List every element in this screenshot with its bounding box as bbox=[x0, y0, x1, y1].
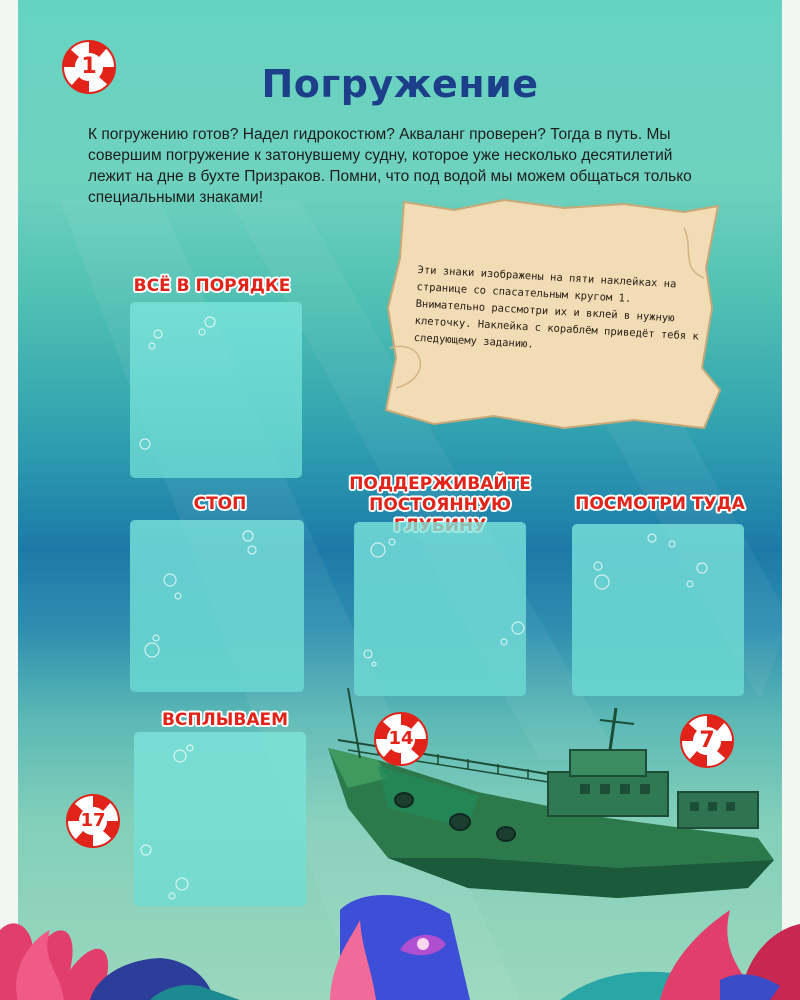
page-margin-left bbox=[0, 0, 18, 1000]
bubbles-decoration bbox=[572, 524, 744, 696]
lifebuoy-icon bbox=[58, 36, 120, 98]
label-stop: СТОП bbox=[193, 494, 247, 514]
bubbles-decoration bbox=[130, 520, 304, 692]
label-look-there: ПОСМОТРИ ТУДА bbox=[575, 494, 745, 514]
lifebuoy-number: 1 bbox=[81, 54, 97, 79]
label-surfacing: ВСПЛЫВАЕМ bbox=[161, 710, 289, 730]
lifebuoy-number: 17 bbox=[80, 810, 106, 831]
lifebuoy-number: 14 bbox=[388, 728, 414, 749]
bubbles-decoration bbox=[130, 302, 302, 478]
bubbles-decoration bbox=[354, 522, 526, 696]
page-title: Погружение bbox=[261, 62, 539, 106]
sticker-slot-all-ok[interactable] bbox=[130, 302, 302, 478]
coral-reef-illustration bbox=[0, 870, 800, 1000]
lifebuoy-number: 7 bbox=[699, 728, 715, 753]
label-keep-depth: ПОДДЕРЖИВАЙТЕ ПОСТОЯННУЮ bbox=[349, 474, 531, 515]
shell-pearl-icon bbox=[417, 938, 429, 950]
lifebuoy-icon bbox=[370, 708, 432, 770]
note-text: Эти знаки изображены на пяти наклейках на странице со спасательным кругом 1. Внимательно рассмотри их и вклей в нужную клеточку. Наклейка с кораблём приведёт тебя к следующему заданию. bbox=[413, 263, 700, 351]
sticker-slot-keep-depth[interactable] bbox=[354, 522, 526, 696]
label-all-ok: ВСЁ В ПОРЯДКЕ bbox=[133, 276, 291, 296]
sticker-slot-stop[interactable] bbox=[130, 520, 304, 692]
sticker-slot-look-there[interactable] bbox=[572, 524, 744, 696]
intro-text: К погружению готов? Надел гидрокостюм? Акваланг проверен? Тогда в путь. Мы совершим погружение к затонувшему судну, которое уже несколько десятилетий лежит на дне в бухте Призраков. Помни, что под водой мы можем общаться только специальными знаками! bbox=[88, 126, 692, 206]
lifebuoy-icon bbox=[676, 710, 738, 772]
lifebuoy-icon bbox=[62, 790, 124, 852]
